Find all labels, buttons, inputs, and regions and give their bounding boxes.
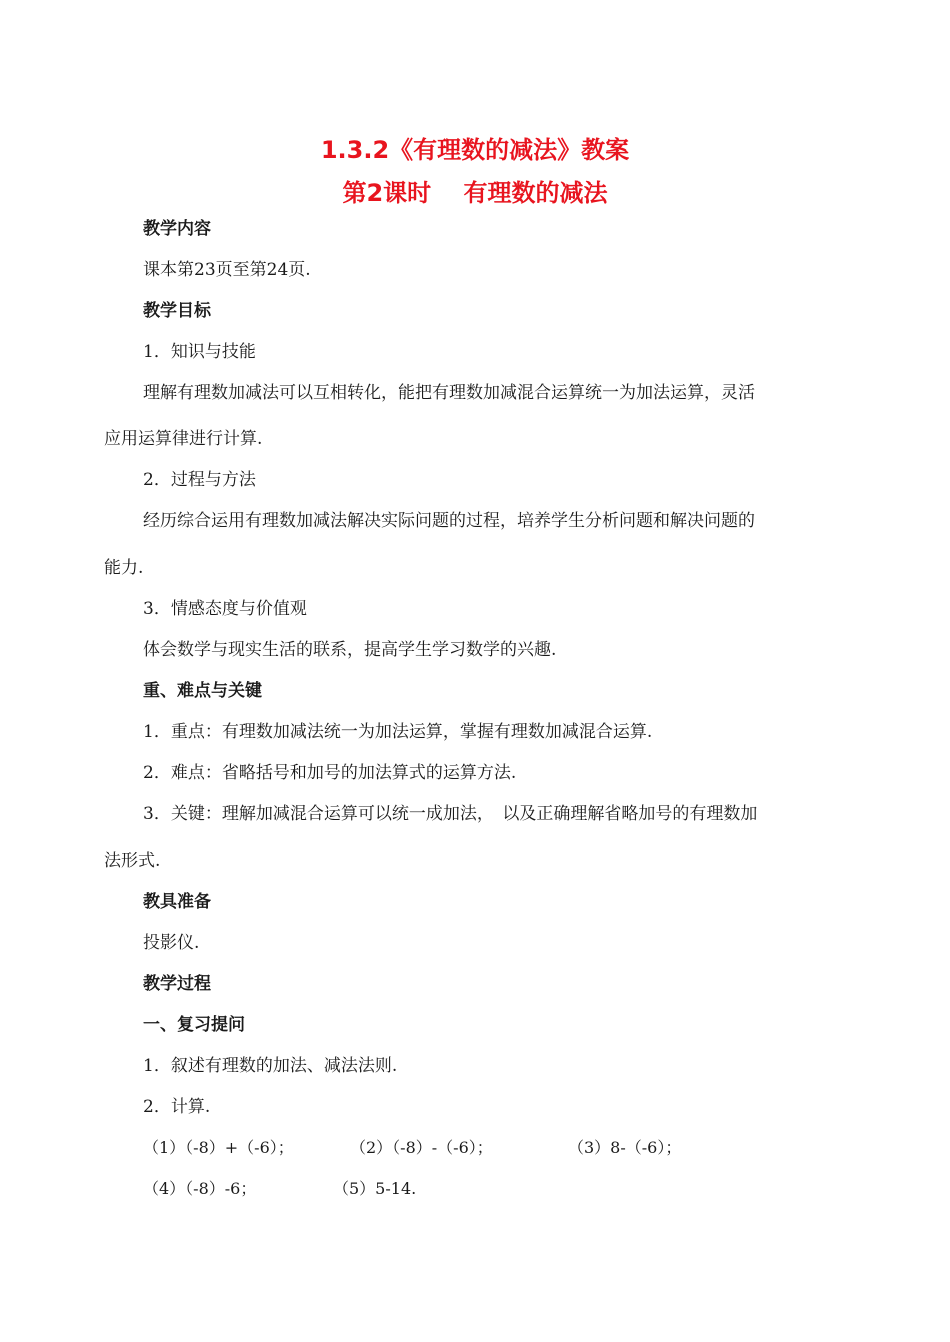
exercise-4: （4）（-8）-6； (143, 1179, 257, 1198)
goal-3-label: 3．情感态度与价值观 (143, 599, 307, 619)
review-2: 2．计算. (143, 1097, 211, 1117)
heading-key-points: 重、难点与关键 (143, 681, 262, 701)
heading-process: 教学过程 (143, 974, 211, 994)
exercise-5: （5）5-14. (333, 1179, 417, 1198)
key-point-2: 2．难点：省略括号和加号的加法算式的运算方法. (143, 763, 517, 783)
heading-teaching-content: 教学内容 (143, 219, 211, 239)
goal-1-text-a: 理解有理数加减法可以互相转化，能把有理数加减混合运算统一为加法运算，灵活 (143, 383, 755, 403)
exercise-1: （1）（-8）+（-6）； (143, 1138, 294, 1157)
goal-1-label: 1．知识与技能 (143, 342, 256, 362)
key-point-3-b: 法形式. (104, 851, 161, 871)
goal-2-text-a: 经历综合运用有理数加减法解决实际问题的过程，培养学生分析问题和解决问题的 (143, 511, 755, 531)
heading-review: 一、复习提问 (143, 1015, 245, 1035)
heading-tools: 教具准备 (143, 892, 211, 912)
tools-text: 投影仪. (143, 933, 200, 953)
goal-1-text-b: 应用运算律进行计算. (104, 429, 263, 449)
key-point-1: 1．重点：有理数加减法统一为加法运算，掌握有理数加减混合运算. (143, 722, 653, 742)
exercise-2: （2）（-8）-（-6）； (350, 1138, 493, 1157)
goal-2-label: 2．过程与方法 (143, 470, 256, 490)
review-1: 1．叙述有理数的加法、减法法则. (143, 1056, 398, 1076)
title-line-1: 1.3.2《有理数的减法》教案 (320, 136, 630, 164)
key-point-3-a: 3．关键：理解加减混合运算可以统一成加法， 以及正确理解省略加号的有理数加 (143, 804, 758, 824)
heading-teaching-goals: 教学目标 (143, 301, 211, 321)
exercise-3: （3）8-（-6）； (568, 1138, 682, 1157)
title-line-2: 第2课时 有理数的减法 (342, 179, 608, 207)
content-text: 课本第23页至第24页. (143, 260, 311, 280)
goal-2-text-b: 能力. (104, 558, 144, 578)
goal-3-text: 体会数学与现实生活的联系，提高学生学习数学的兴趣. (143, 640, 557, 660)
